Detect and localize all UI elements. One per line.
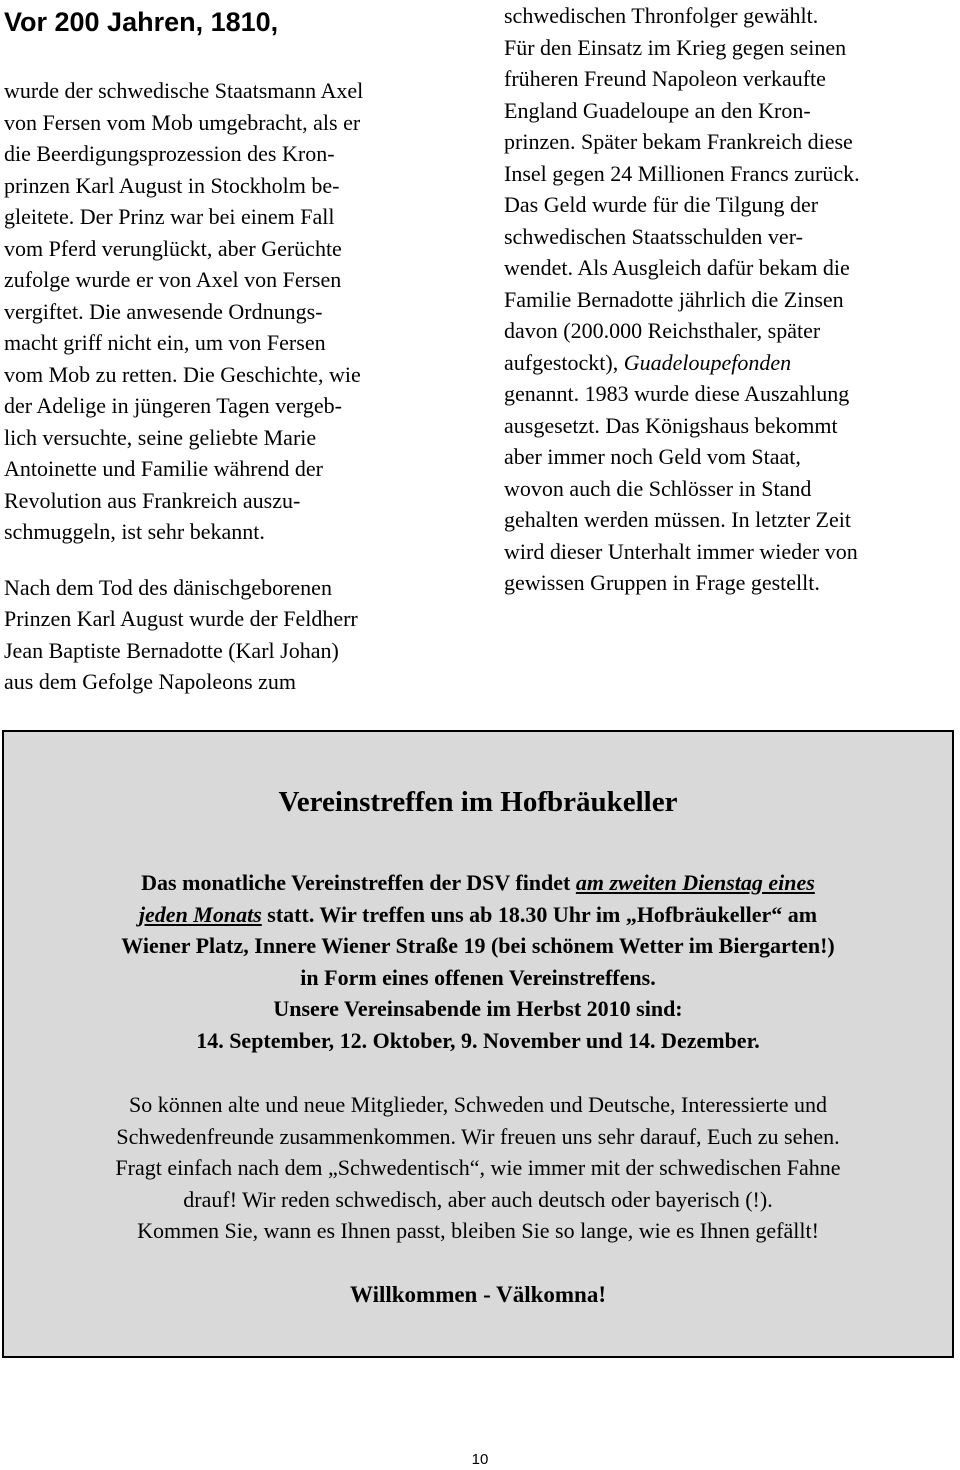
text-line: gehalten werden müssen. In letzter Zeit (504, 507, 851, 532)
text-line: aber immer noch Geld vom Staat, (504, 444, 801, 469)
text-line: Für den Einsatz im Krieg gegen seinen (504, 34, 847, 60)
text-line: der Adelige in jüngeren Tagen vergeb- (4, 393, 342, 418)
article-left-column (4, 0, 474, 698)
notice-line: Unsere Vereinsabende im Herbst 2010 sind: (273, 996, 683, 1021)
text-line: wird dieser Unterhalt immer wieder von (504, 538, 858, 564)
text-fragment: aufgestockt), (504, 349, 624, 375)
text-line: prinzen. Später bekam Frankreich diese (504, 129, 853, 154)
text-line: Jean Baptiste Bernadotte (Karl Johan) (4, 637, 339, 663)
text-line: schwedischen Staatsschulden ver- (504, 223, 803, 249)
text-fragment: statt. Wir treffen uns ab 18.30 Uhr im „Hofbräukeller“ am (261, 901, 818, 927)
text-line: von Fersen vom Mob umgebracht, als er (4, 109, 361, 135)
text-line: prinzen Karl August in Stockholm be- (4, 172, 340, 198)
text-line: Prinzen Karl August wurde der Feldherr (4, 606, 358, 631)
text-fragment: Das monatliche Vereinstreffen der DSV findet (141, 870, 576, 895)
page-number: 10 (471, 1451, 489, 1468)
notice-dates: 14. September, 12. Oktober, 9. November und 14. Dezember. (196, 1027, 760, 1053)
text-line: wendet. Als Ausgleich dafür bekam die (504, 255, 850, 280)
notice-details (4, 867, 952, 1056)
text-line: genannt. 1983 wurde diese Auszahlung (504, 381, 850, 406)
text-line: davon (200.000 Reichsthaler, später (504, 318, 821, 343)
text-line: zufolge wurde er von Axel von Fersen (4, 267, 342, 292)
text-line: Nach dem Tod des dänischgeborenen (4, 574, 332, 600)
text-line: Revolution aus Frankreich auszu- (4, 487, 301, 513)
underlined-text: am zweiten Dienstag eines (575, 870, 815, 895)
text-line: ausgesetzt. Das Königshaus bekommt (504, 412, 838, 438)
italic-term: Guadeloupefonden (623, 349, 792, 375)
text-line: macht griff nicht ein, um von Fersen (4, 330, 326, 355)
notice-body-line: Kommen Sie, wann es Ihnen passt, bleiben Sie so lange, wie es Ihnen gefällt! (137, 1218, 819, 1243)
notice-welcome: Willkommen - Välkomna! (349, 1282, 606, 1307)
notice-title: Vereinstreffen im Hofbräukeller (278, 786, 678, 818)
article-heading: Vor 200 Jahren, 1810, (4, 7, 279, 37)
text-line: vom Pferd verunglückt, aber Gerüchte (4, 235, 342, 261)
notice-body-line: drauf! Wir reden schwedisch, aber auch deutsch oder bayerisch (!). (183, 1186, 773, 1212)
text-line: wurde der schwedische Staatsmann Axel (4, 78, 364, 103)
text-line: vom Mob zu retten. Die Geschichte, wie (4, 361, 361, 387)
text-line: vergiftet. Die anwesende Ordnungs- (4, 298, 323, 324)
text-line: lich versuchte, seine geliebte Marie (4, 424, 317, 450)
text-line: früheren Freund Napoleon verkaufte (504, 66, 826, 91)
article-right-column (504, 0, 960, 599)
text-line: Das Geld wurde für die Tilgung der (504, 192, 819, 217)
underlined-text: jeden Monats (138, 901, 262, 927)
notice-line (4, 899, 952, 931)
notice-body-line: Fragt einfach nach dem „Schwedentisch“, wie immer mit der schwedischen Fahne (115, 1155, 841, 1180)
text-line: schmuggeln, ist sehr bekannt. (4, 519, 265, 544)
text-line: Antoinette und Familie während der (4, 456, 323, 481)
notice-body-line: So können alte und neue Mitglieder, Schweden und Deutsche, Interessierte und (128, 1092, 828, 1117)
text-line: Insel gegen 24 Millionen Francs zurück. (504, 160, 860, 186)
text-line: die Beerdigungsprozession des Kron- (4, 141, 335, 166)
text-line: Familie Bernadotte jährlich die Zinsen (504, 286, 844, 312)
article-paragraph-2 (4, 572, 474, 698)
text-line: gleitete. Der Prinz war bei einem Fall (4, 204, 335, 229)
text-line: aus dem Gefolge Napoleons zum (4, 669, 297, 694)
text-line-with-italic (504, 347, 960, 379)
notice-line (4, 867, 952, 899)
notice-box (2, 730, 954, 1358)
text-line: wovon auch die Schlösser in Stand (504, 475, 812, 501)
notice-line: Wiener Platz, Innere Wiener Straße 19 (bei schönem Wetter im Biergarten!) (121, 933, 835, 958)
notice-body (4, 1089, 952, 1247)
notice-body-line: Schwedenfreunde zusammenkommen. Wir freuen uns sehr darauf, Euch zu sehen. (116, 1123, 840, 1149)
text-line: gewissen Gruppen in Frage gestellt. (504, 570, 820, 595)
article-paragraph-1 (4, 75, 474, 548)
text-line: England Guadeloupe an den Kron- (504, 97, 811, 123)
notice-line: in Form eines offenen Vereinstreffens. (300, 964, 656, 990)
text-line: schwedischen Thronfolger gewählt. (504, 3, 819, 28)
